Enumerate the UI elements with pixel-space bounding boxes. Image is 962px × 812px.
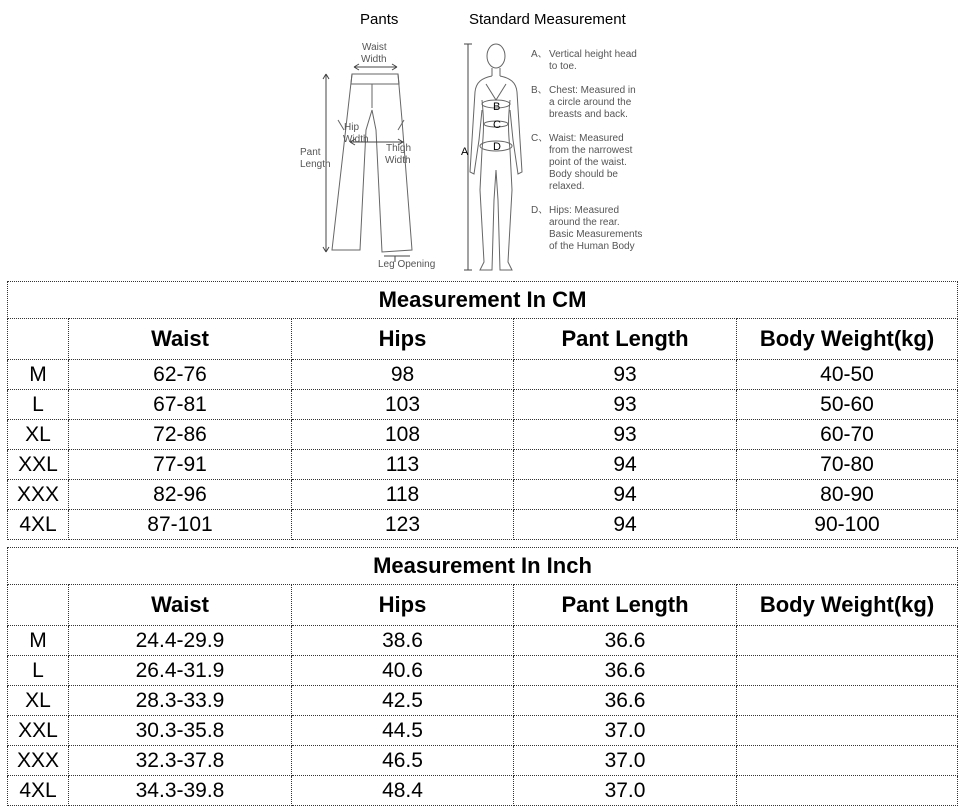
pant-length-cell: 94 xyxy=(514,480,737,510)
waist-cell: 62-76 xyxy=(69,360,292,390)
body-letter-a: A xyxy=(461,146,469,158)
table-header-row xyxy=(8,585,958,626)
note-c-line: from the narrowest xyxy=(549,145,633,156)
pant-length-cell: 93 xyxy=(514,420,737,450)
hips-cell: 103 xyxy=(292,390,514,420)
pants-title: Pants xyxy=(360,11,399,28)
note-a-line: to toe. xyxy=(549,61,577,72)
pant-length-cell: 93 xyxy=(514,360,737,390)
size-table-cm xyxy=(7,281,958,540)
waist-cell: 28.3-33.9 xyxy=(69,686,292,716)
note-b-line: breasts and back. xyxy=(549,109,628,120)
note-b-line: a circle around the xyxy=(549,97,632,108)
table-title-row xyxy=(8,282,958,319)
table-title: Measurement In Inch xyxy=(8,548,958,585)
waist-cell: 87-101 xyxy=(69,510,292,540)
pant-length-cell: 94 xyxy=(514,450,737,480)
hips-cell: 42.5 xyxy=(292,686,514,716)
waist-cell: 32.3-37.8 xyxy=(69,746,292,776)
body-letter-c: C xyxy=(493,119,501,131)
note-c-line: Body should be xyxy=(549,169,618,180)
column-header-pant-length: Pant Length xyxy=(514,585,737,626)
pant-length-cell: 93 xyxy=(514,390,737,420)
note-c-line: relaxed. xyxy=(549,181,585,192)
pant-length-label-2: Length xyxy=(300,159,331,170)
hips-cell: 98 xyxy=(292,360,514,390)
hips-cell: 118 xyxy=(292,480,514,510)
note-a-key: A、 xyxy=(531,49,548,60)
human-body-illustration xyxy=(464,44,522,270)
note-c-line: point of the waist. xyxy=(549,157,627,168)
pant-length-cell: 36.6 xyxy=(514,656,737,686)
table-header-row xyxy=(8,319,958,360)
size-table-inch xyxy=(7,547,958,806)
table-title: Measurement In CM xyxy=(8,282,958,319)
body-weight-cell: 80-90 xyxy=(737,480,958,510)
waist-width-label-2: Width xyxy=(361,54,387,65)
note-a-line: Vertical height head xyxy=(549,49,637,60)
thigh-width-label-2: Width xyxy=(385,155,411,166)
body-weight-cell: 50-60 xyxy=(737,390,958,420)
size-cell: XXL xyxy=(8,716,69,746)
column-header-waist: Waist xyxy=(69,585,292,626)
size-cell: 4XL xyxy=(8,776,69,806)
body-weight-cell xyxy=(737,626,958,656)
table-row xyxy=(8,390,958,420)
size-cell: XXX xyxy=(8,480,69,510)
column-header-size xyxy=(8,585,69,626)
pant-length-cell: 37.0 xyxy=(514,746,737,776)
hips-cell: 113 xyxy=(292,450,514,480)
table-row xyxy=(8,686,958,716)
body-letter-d: D xyxy=(493,141,501,153)
hips-cell: 108 xyxy=(292,420,514,450)
table-row xyxy=(8,746,958,776)
note-d-line: Basic Measurements xyxy=(549,229,643,240)
table-row xyxy=(8,716,958,746)
hips-cell: 48.4 xyxy=(292,776,514,806)
measurement-notes xyxy=(531,49,642,252)
body-weight-cell: 70-80 xyxy=(737,450,958,480)
waist-cell: 34.3-39.8 xyxy=(69,776,292,806)
body-letter-b: B xyxy=(493,101,501,113)
note-d-line: around the rear. xyxy=(549,217,620,228)
size-cell: XL xyxy=(8,420,69,450)
table-row xyxy=(8,360,958,390)
leg-opening-label: Leg Opening xyxy=(378,259,436,270)
column-header-body-weight: Body Weight(kg) xyxy=(737,319,958,360)
waist-cell: 26.4-31.9 xyxy=(69,656,292,686)
pant-length-cell: 36.6 xyxy=(514,686,737,716)
waist-cell: 30.3-35.8 xyxy=(69,716,292,746)
hip-width-label-1: Hip xyxy=(344,122,360,133)
thigh-width-label-1: Thigh xyxy=(386,143,412,154)
column-header-body-weight: Body Weight(kg) xyxy=(737,585,958,626)
size-cell: XXL xyxy=(8,450,69,480)
table-row xyxy=(8,420,958,450)
hip-width-label-2: Width xyxy=(343,134,369,145)
body-weight-cell xyxy=(737,716,958,746)
size-cell: XXX xyxy=(8,746,69,776)
waist-cell: 82-96 xyxy=(69,480,292,510)
pant-length-label-1: Pant xyxy=(300,147,321,158)
note-c-key: C、 xyxy=(531,133,549,144)
body-weight-cell xyxy=(737,746,958,776)
table-row xyxy=(8,480,958,510)
table-row xyxy=(8,656,958,686)
waist-cell: 67-81 xyxy=(69,390,292,420)
size-cell: M xyxy=(8,626,69,656)
note-d-line: Hips: Measured xyxy=(549,205,620,216)
hips-cell: 40.6 xyxy=(292,656,514,686)
pant-length-cell: 37.0 xyxy=(514,776,737,806)
measurement-diagram xyxy=(0,0,962,278)
column-header-size xyxy=(8,319,69,360)
table-row xyxy=(8,510,958,540)
body-weight-cell: 90-100 xyxy=(737,510,958,540)
column-header-hips: Hips xyxy=(292,585,514,626)
table-row xyxy=(8,626,958,656)
hips-cell: 123 xyxy=(292,510,514,540)
hips-cell: 46.5 xyxy=(292,746,514,776)
note-d-line: of the Human Body xyxy=(549,241,635,252)
body-weight-cell: 40-50 xyxy=(737,360,958,390)
column-header-pant-length: Pant Length xyxy=(514,319,737,360)
column-header-hips: Hips xyxy=(292,319,514,360)
hips-cell: 38.6 xyxy=(292,626,514,656)
table-row xyxy=(8,776,958,806)
pant-length-cell: 37.0 xyxy=(514,716,737,746)
standard-measurement-title: Standard Measurement xyxy=(469,11,626,28)
size-cell: 4XL xyxy=(8,510,69,540)
hips-cell: 44.5 xyxy=(292,716,514,746)
size-cell: L xyxy=(8,656,69,686)
size-cell: M xyxy=(8,360,69,390)
column-header-waist: Waist xyxy=(69,319,292,360)
waist-cell: 77-91 xyxy=(69,450,292,480)
table-row xyxy=(8,450,958,480)
body-weight-cell xyxy=(737,686,958,716)
pant-length-cell: 94 xyxy=(514,510,737,540)
note-b-key: B、 xyxy=(531,85,548,96)
note-c-line: Waist: Measured xyxy=(549,133,624,144)
pant-length-cell: 36.6 xyxy=(514,626,737,656)
waist-cell: 72-86 xyxy=(69,420,292,450)
size-cell: XL xyxy=(8,686,69,716)
note-d-key: D、 xyxy=(531,205,549,216)
body-weight-cell xyxy=(737,776,958,806)
size-cell: L xyxy=(8,390,69,420)
body-weight-cell xyxy=(737,656,958,686)
waist-cell: 24.4-29.9 xyxy=(69,626,292,656)
table-title-row xyxy=(8,548,958,585)
note-b-line: Chest: Measured in xyxy=(549,85,636,96)
body-weight-cell: 60-70 xyxy=(737,420,958,450)
waist-width-label-1: Waist xyxy=(362,42,387,53)
